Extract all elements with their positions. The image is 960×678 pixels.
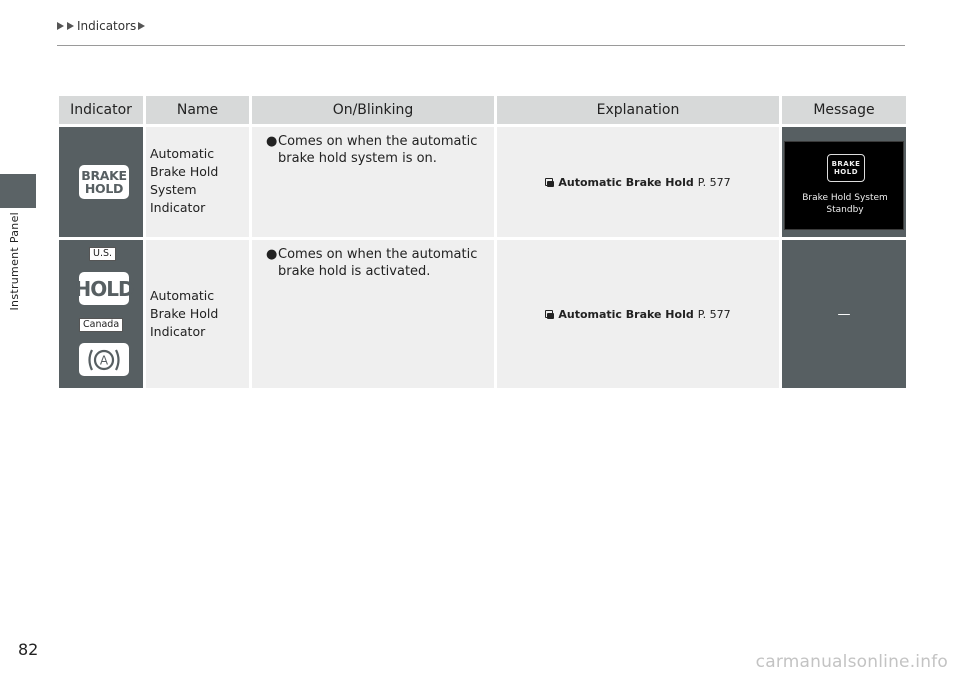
breadcrumb-arrow-icon (57, 22, 64, 30)
cross-reference-icon (545, 310, 554, 319)
message-cell (782, 127, 906, 237)
region-tag-canada: Canada (79, 318, 123, 332)
explanation-link[interactable]: Automatic Brake Hold (558, 307, 694, 321)
name-cell: Automatic Brake Hold Indicator (146, 240, 252, 388)
svg-text:A: A (99, 353, 109, 367)
col-header-indicator: Indicator (59, 96, 146, 124)
page-number: 82 (18, 640, 39, 659)
cross-reference-icon (545, 178, 554, 187)
bullet-icon: ● (266, 247, 278, 262)
region-tag-us: U.S. (89, 247, 116, 261)
circled-a-brake-icon (79, 343, 129, 376)
explanation-link[interactable]: Automatic Brake Hold (558, 175, 694, 189)
brake-hold-icon: BRAKE HOLD (827, 154, 865, 182)
message-text: Brake Hold System Standby (802, 193, 888, 215)
message-cell (782, 240, 906, 388)
indicator-cell (59, 127, 146, 237)
table-header (59, 96, 906, 124)
explanation-page[interactable]: P. 577 (697, 307, 731, 321)
on-blinking-cell: ● Comes on when the automatic brake hold is activated. (252, 240, 497, 388)
indicator-cell (59, 240, 146, 388)
indicator-table (59, 96, 906, 388)
col-header-on-blinking: On/Blinking (252, 96, 497, 124)
explanation-cell (497, 127, 782, 237)
table-row (59, 127, 906, 237)
col-header-message: Message (813, 102, 875, 118)
chapter-label: Instrument Panel (8, 212, 21, 311)
bullet-icon: ● (266, 134, 278, 149)
name-cell: Automatic Brake Hold System Indicator (146, 127, 252, 237)
table-row (59, 240, 906, 388)
on-blinking-cell: ● Comes on when the automatic brake hold system is on. (252, 127, 497, 237)
breadcrumb-section[interactable]: Indicators (77, 19, 137, 33)
col-header-name: Name (146, 96, 252, 124)
col-header-explanation: Explanation (497, 96, 782, 124)
message-none: — (837, 306, 851, 322)
chapter-tab (0, 174, 36, 208)
header-rule (57, 45, 905, 46)
explanation-page[interactable]: P. 577 (697, 175, 731, 189)
breadcrumb-arrow-icon (138, 22, 145, 30)
brake-hold-indicator-icon: BRAKE HOLD (79, 165, 129, 199)
watermark: carmanualsonline.info (755, 652, 948, 672)
message-display (784, 141, 904, 230)
breadcrumb (57, 19, 146, 33)
hold-indicator-icon: HOLD (79, 272, 129, 305)
explanation-cell (497, 240, 782, 388)
breadcrumb-arrow-icon (67, 22, 74, 30)
